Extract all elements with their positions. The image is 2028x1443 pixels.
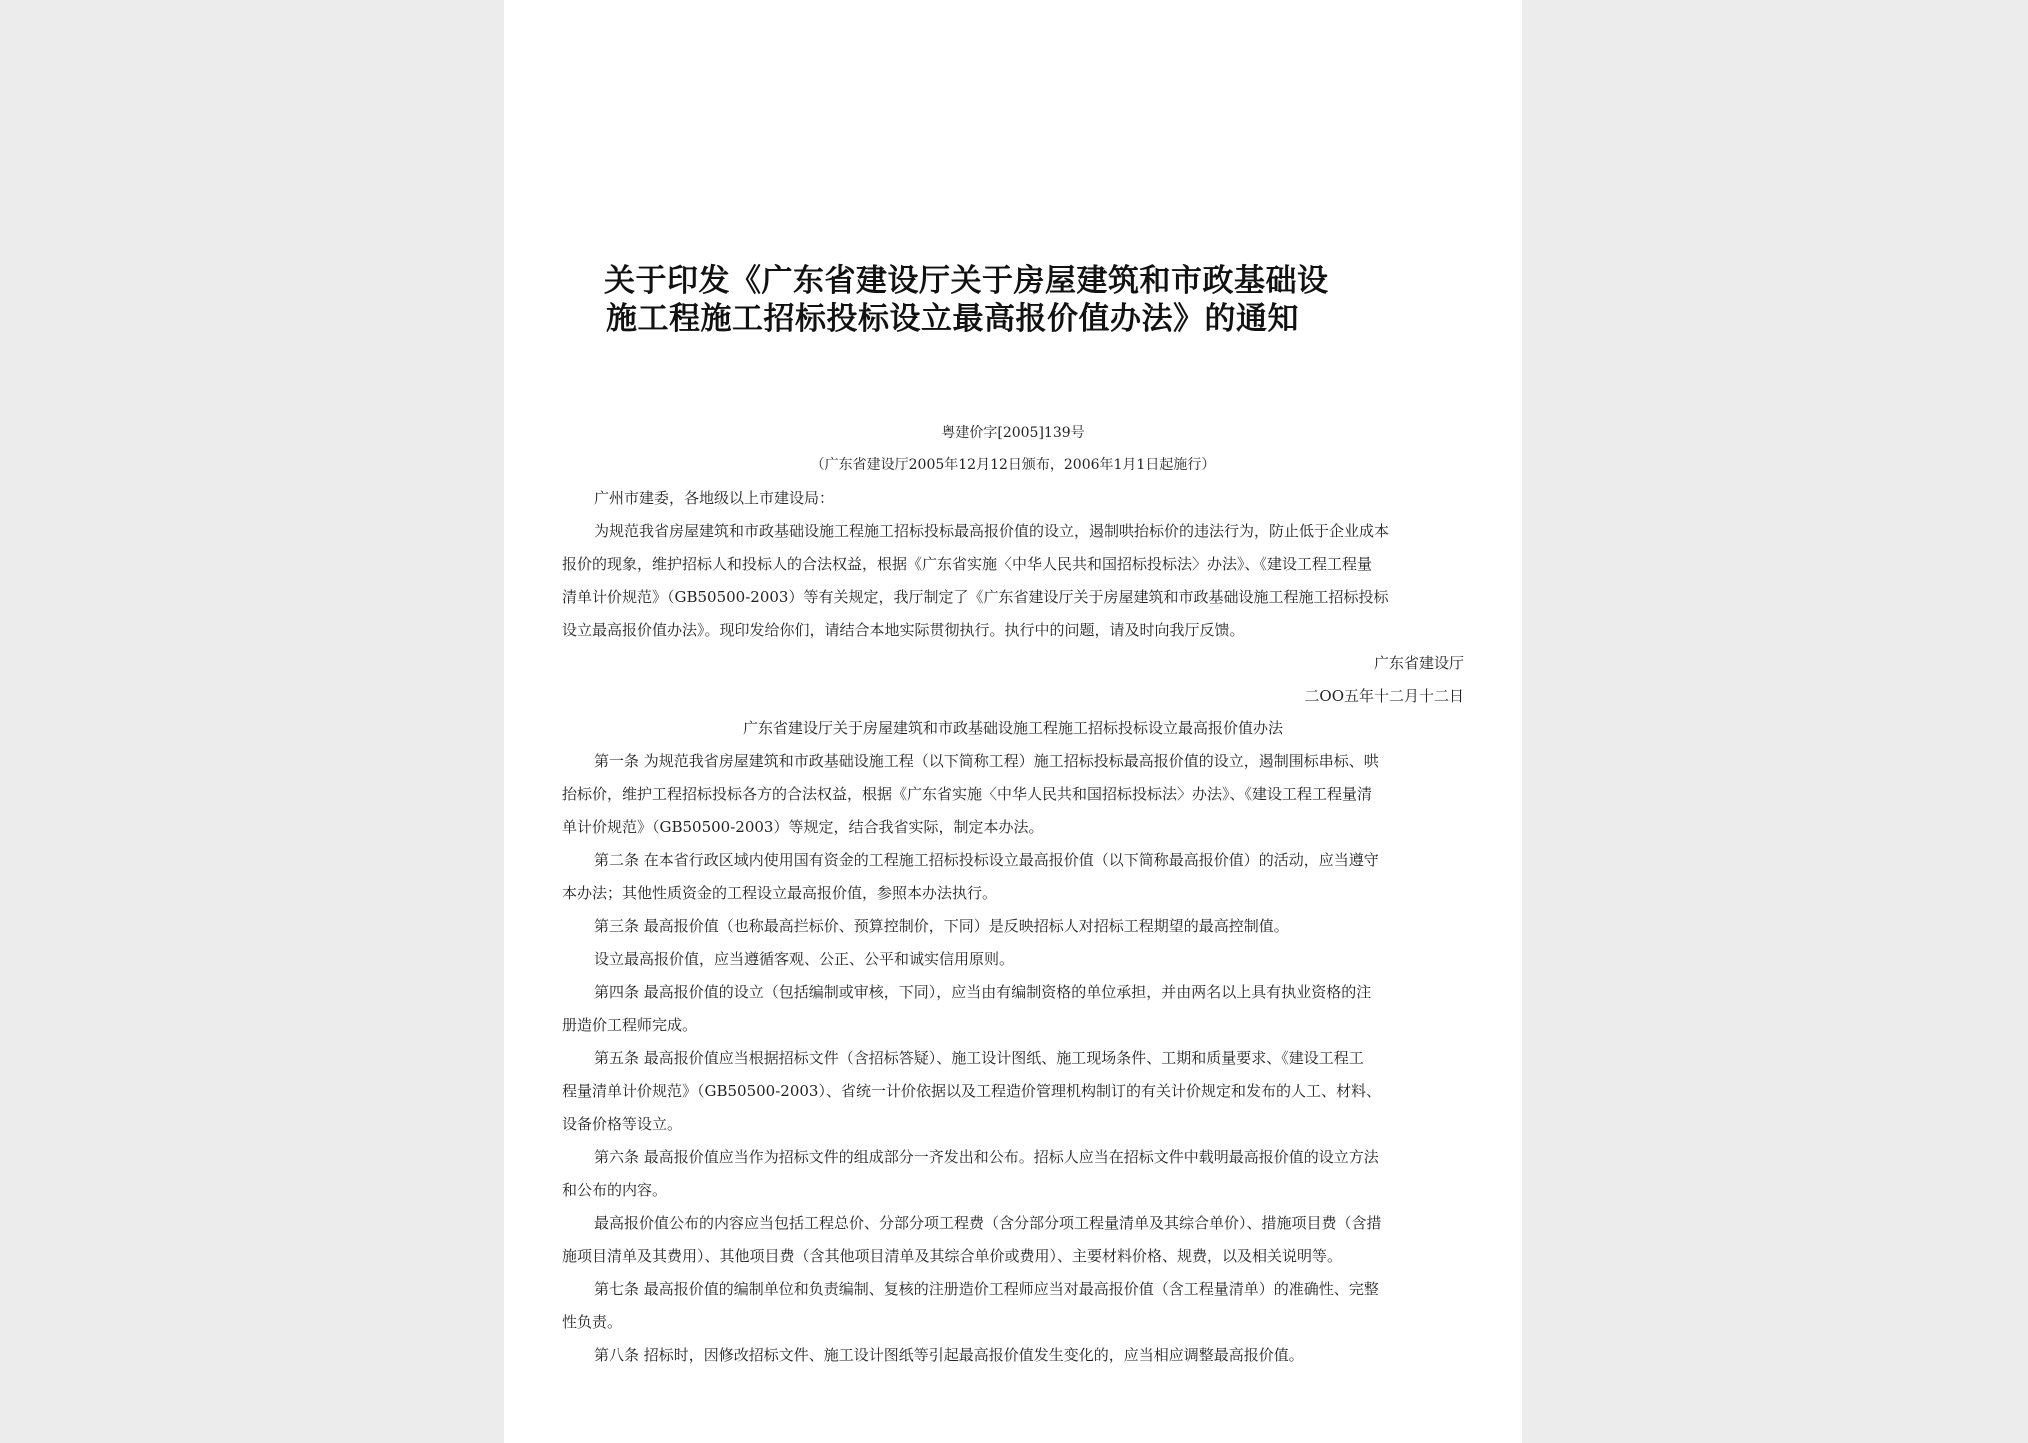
- intro-line-4: 设立最高报价值办法》。现印发给你们，请结合本地实际贯彻执行。执行中的问题，请及时向我厅反馈。: [562, 621, 1245, 639]
- article-line: 第五条 最高报价值应当根据招标文件（含招标答疑）、施工设计图纸、施工现场条件、工期和质量要求、《建设工程工: [594, 1049, 1364, 1067]
- salutation: 广州市建委，各地级以上市建设局：: [594, 489, 835, 507]
- title-line-1: 关于印发《广东省建设厅关于房屋建筑和市政基础设: [604, 263, 1329, 299]
- article-line: 本办法；其他性质资金的工程设立最高报价值，参照本办法执行。: [562, 884, 998, 902]
- article-line: 第二条 在本省行政区域内使用国有资金的工程施工招标投标设立最高报价值（以下简称最高报价值）的活动，应当遵守: [594, 851, 1379, 869]
- article-line: 抬标价，维护工程招标投标各方的合法权益，根据《广东省实施〈中华人民共和国招标投标法〉办法》、《建设工程工程量清: [562, 785, 1373, 803]
- article-line: 性负责。: [562, 1313, 623, 1331]
- article-line: 第三条 最高报价值（也称最高拦标价、预算控制价，下同）是反映招标人对招标工程期望的最高控制值。: [594, 917, 1289, 935]
- issue-note: （广东省建设厅2005年12月12日颁布，2006年1月1日起施行）: [810, 457, 1216, 473]
- intro-line-2: 报价的现象，维护招标人和投标人的合法权益，根据《广东省实施〈中华人民共和国招标投标法〉办法》、《建设工程工程量: [562, 555, 1373, 573]
- article-line: 第一条 为规范我省房屋建筑和市政基础设施工程（以下简称工程）施工招标投标最高报价值的设立，遏制围标串标、哄: [594, 752, 1379, 770]
- intro-line-1: 为规范我省房屋建筑和市政基础设施工程施工招标投标最高报价值的设立，遏制哄抬标价的违法行为，防止低于企业成本: [594, 522, 1390, 540]
- article-line: 设立最高报价值，应当遵循客观、公正、公平和诚实信用原则。: [594, 950, 1015, 968]
- method-title: 广东省建设厅关于房屋建筑和市政基础设施工程施工招标投标设立最高报价值办法: [742, 719, 1283, 737]
- signature-date: 二OO五年十二月十二日: [1304, 687, 1464, 705]
- article-line: 最高报价值公布的内容应当包括工程总价、分部分项工程费（含分部分项工程量清单及其综合单价）、措施项目费（含措: [594, 1214, 1382, 1232]
- document-page: [504, 0, 1522, 1443]
- article-line: 册造价工程师完成。: [562, 1016, 698, 1034]
- intro-line-3: 清单计价规范》（GB50500-2003）等有关规定，我厅制定了《广东省建设厅关于房屋建筑和市政基础设施工程施工招标投标: [562, 588, 1389, 606]
- article-line: 和公布的内容。: [562, 1181, 668, 1199]
- document-title: [604, 262, 1424, 338]
- article-line: 第七条 最高报价值的编制单位和负责编制、复核的注册造价工程师应当对最高报价值（含工程量清单）的准确性、完整: [594, 1280, 1379, 1298]
- article-line: 设备价格等设立。: [562, 1115, 683, 1133]
- document-number: 粤建价字[2005]139号: [941, 425, 1085, 441]
- article-line: 第八条 招标时，因修改招标文件、施工设计图纸等引起最高报价值发生变化的，应当相应调整最高报价值。: [594, 1346, 1304, 1364]
- article-line: 施项目清单及其费用）、其他项目费（含其他项目清单及其综合单价或费用）、主要材料价格、规费，以及相关说明等。: [562, 1247, 1343, 1265]
- article-line: 程量清单计价规范》（GB50500-2003）、省统一计价依据以及工程造价管理机构制订的有关计价规定和发布的人工、材料、: [562, 1082, 1381, 1100]
- article-line: 第六条 最高报价值应当作为招标文件的组成部分一齐发出和公布。招标人应当在招标文件中载明最高报价值的设立方法: [594, 1148, 1379, 1166]
- article-line: 第四条 最高报价值的设立（包括编制或审核，下同），应当由有编制资格的单位承担，并由两名以上具有执业资格的注: [594, 983, 1372, 1001]
- title-line-2: 施工程施工招标投标设立最高报价值办法》的通知: [606, 301, 1299, 337]
- signature-org: 广东省建设厅: [1373, 654, 1464, 672]
- article-line: 单计价规范》（GB50500-2003）等规定，结合我省实际，制定本办法。: [562, 818, 1044, 836]
